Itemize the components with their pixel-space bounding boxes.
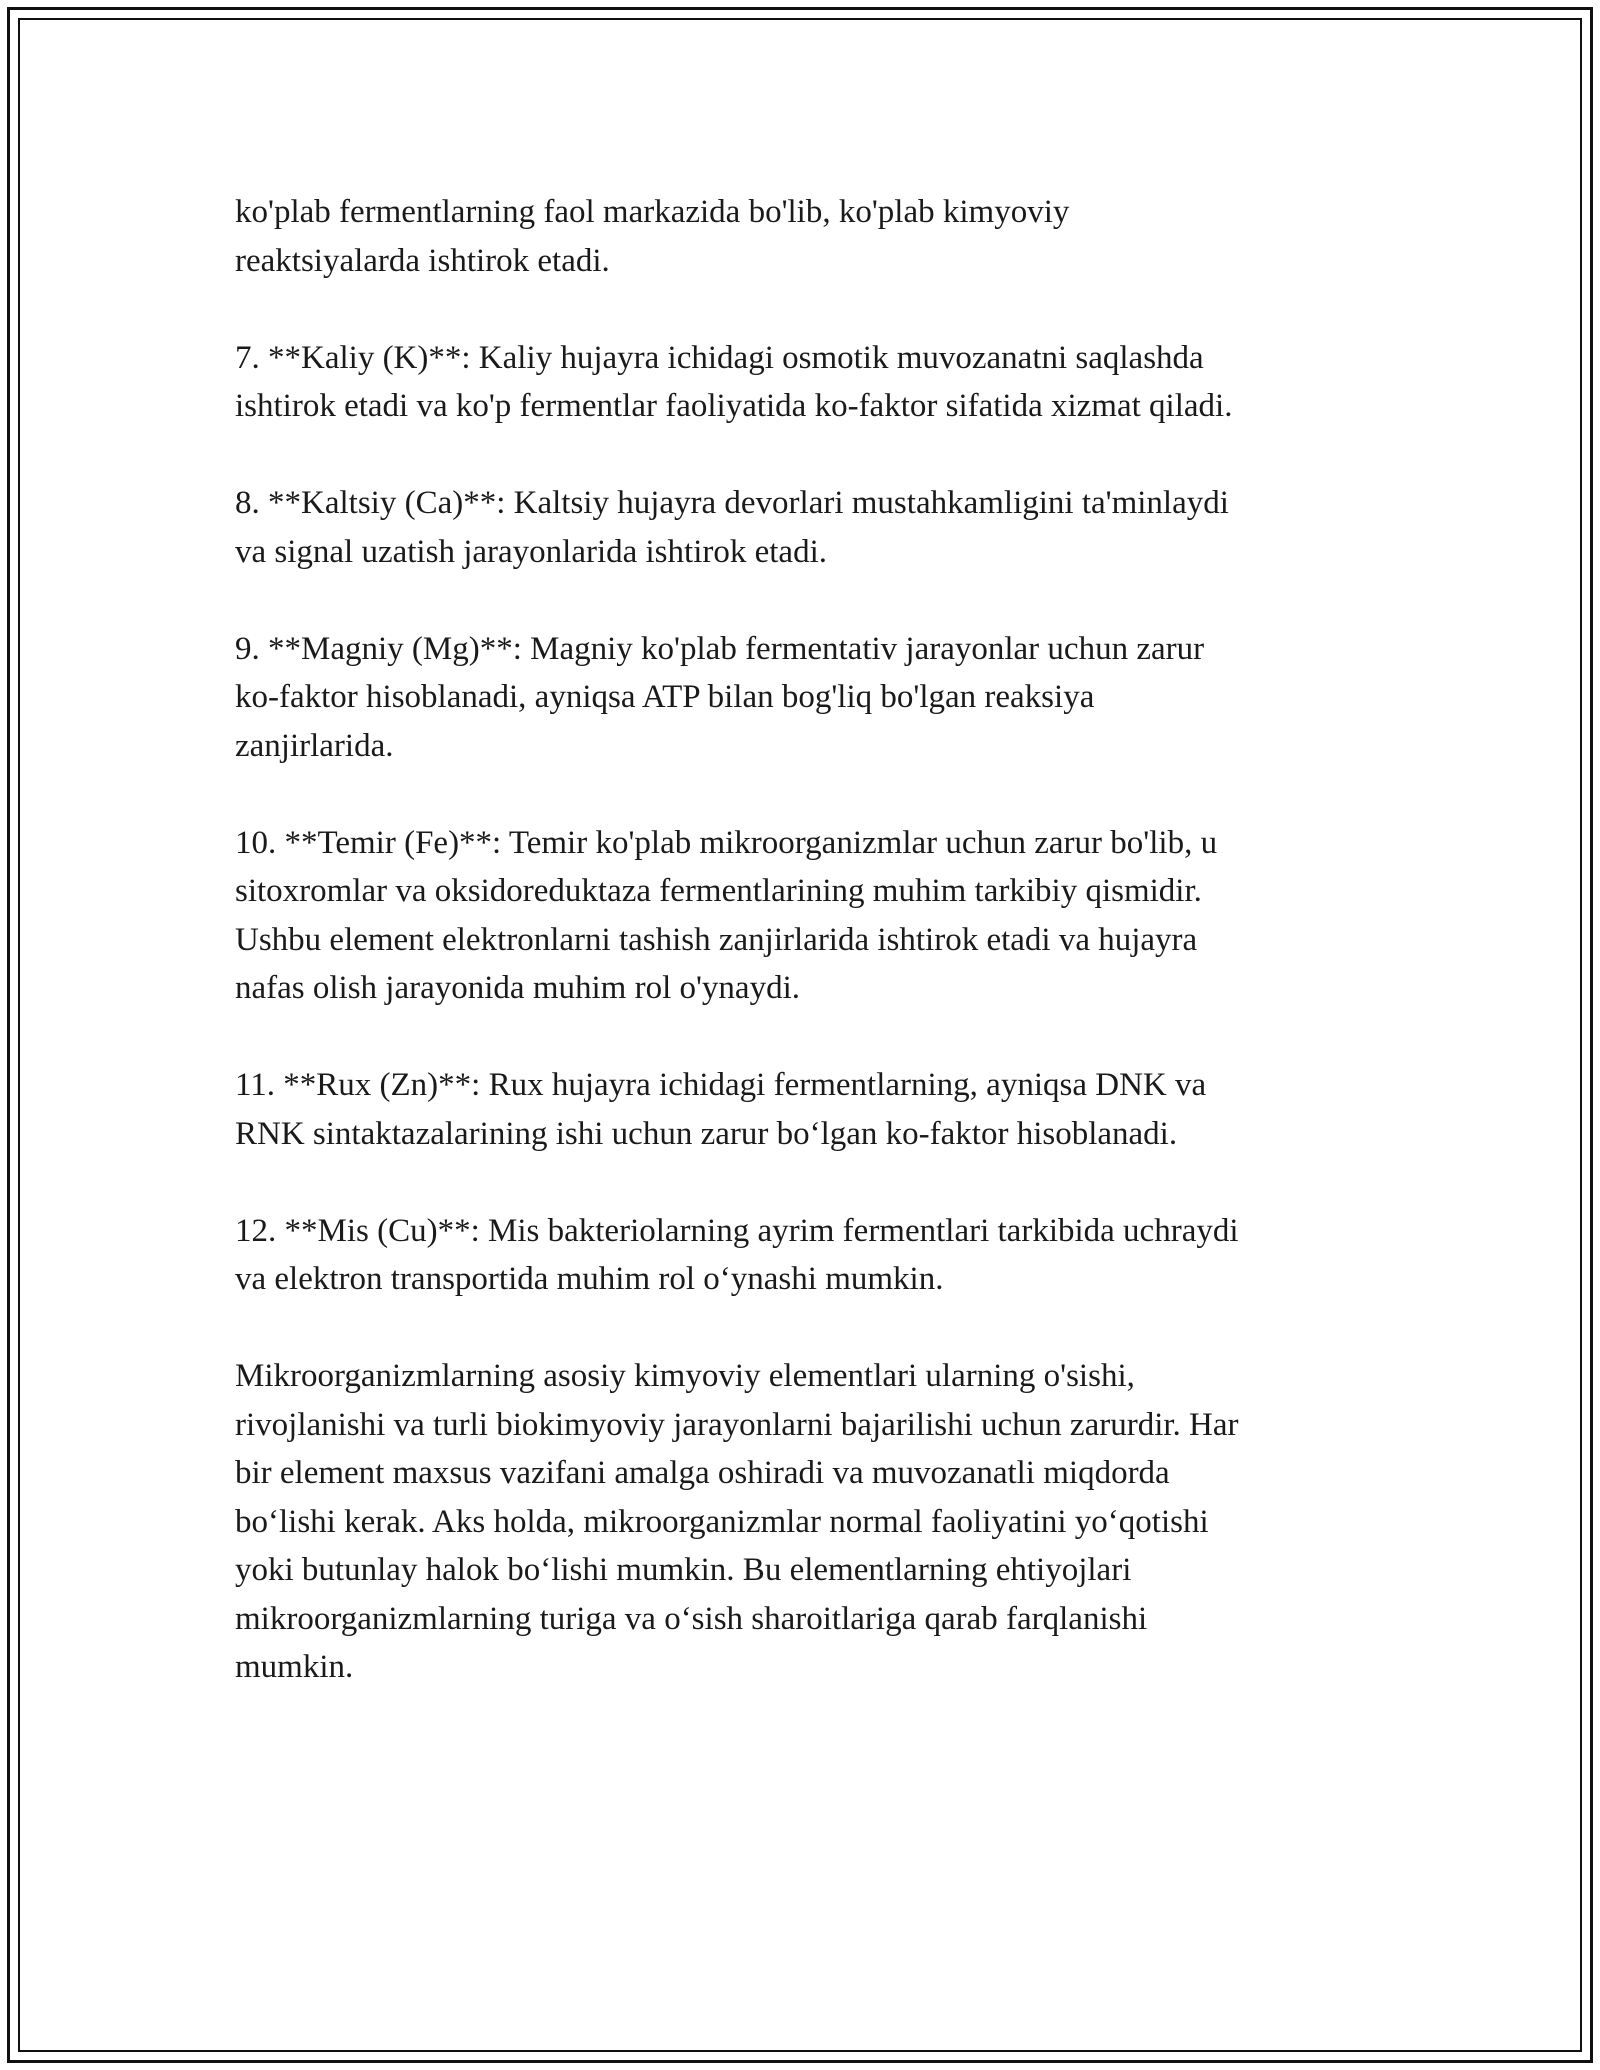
text-line: yoki butunlay halok bo‘lishi mumkin. Bu elementlarning ehtiyojlari <box>235 1552 1132 1588</box>
text-line: nafas olish jarayonida muhim rol o'ynaydi. <box>235 970 800 1006</box>
text-line: 11. **Rux (Zn)**: Rux hujayra ichidagi fermentlarning, ayniqsa DNK va <box>235 1067 1207 1103</box>
text-line: va signal uzatish jarayonlarida ishtirok etadi. <box>235 533 827 570</box>
text-line: va elektron transportida muhim rol o‘ynashi mumkin. <box>235 1261 944 1297</box>
text-line: ishtirok etadi va ko'p fermentlar faoliyatida ko-faktor sifatida xizmat qiladi. <box>235 388 1233 424</box>
text-line: Mikroorganizmlarning asosiy kimyoviy elementlari ularning o'sishi, <box>235 1358 1135 1394</box>
text-line: rivojlanishi va turli biokimyoviy jarayonlarni bajarilishi uchun zarurdir. Har <box>235 1406 1239 1443</box>
text-line: RNK sintaktazalarining ishi uchun zarur bo‘lgan ko-faktor hisoblanadi. <box>235 1115 1178 1152</box>
text-line: mumkin. <box>235 1649 354 1685</box>
list-item-mis <box>235 1207 1365 1304</box>
text-line: Ushbu element elektronlarni tashish zanjirlarida ishtirok etadi va hujayra <box>235 921 1198 958</box>
text-line: zanjirlarida. <box>235 727 394 764</box>
text-line: mikroorganizmlarning turiga va o‘sish sharoitlariga qarab farqlanishi <box>235 1600 1148 1637</box>
list-item-temir <box>235 819 1365 1013</box>
text-line: 8. **Kaltsiy (Ca)**: Kaltsiy hujayra devorlari mustahkamligini ta'minlaydi <box>235 485 1229 521</box>
list-item-kaltsiy <box>235 479 1365 576</box>
text-line: sitoxromlar va oksidoreduktaza fermentlarining muhim tarkibiy qismidir. <box>235 873 1202 909</box>
text-line: reaktsiyalarda ishtirok etadi. <box>235 242 610 279</box>
text-line: ko'plab fermentlarning faol markazida bo'lib, ko'plab kimyoviy <box>235 194 1070 230</box>
text-line: bo‘lishi kerak. Aks holda, mikroorganizmlar normal faoliyatini yo‘qotishi <box>235 1503 1209 1540</box>
text-line: ko-faktor hisoblanadi, ayniqsa ATP bilan bog'liq bo'lgan reaksiya <box>235 679 1095 715</box>
paragraph-conclusion <box>235 1352 1365 1692</box>
text-line: 9. **Magniy (Mg)**: Magniy ko'plab fermentativ jarayonlar uchun zarur <box>235 630 1205 667</box>
text-line: 7. **Kaliy (K)**: Kaliy hujayra ichidagi osmotik muvozanatni saqlashda <box>235 339 1204 376</box>
text-line: 10. **Temir (Fe)**: Temir ko'plab mikroorganizmlar uchun zarur bo'lib, u <box>235 824 1218 861</box>
paragraph-continuation <box>235 188 1365 285</box>
list-item-rux <box>235 1061 1365 1158</box>
list-item-kaliy <box>235 334 1365 431</box>
text-line: 12. **Mis (Cu)**: Mis bakteriolarning ayrim fermentlari tarkibida uchraydi <box>235 1212 1239 1249</box>
document-body <box>235 188 1365 1692</box>
list-item-magniy <box>235 625 1365 771</box>
text-line: bir element maxsus vazifani amalga oshiradi va muvozanatli miqdorda <box>235 1455 1170 1491</box>
